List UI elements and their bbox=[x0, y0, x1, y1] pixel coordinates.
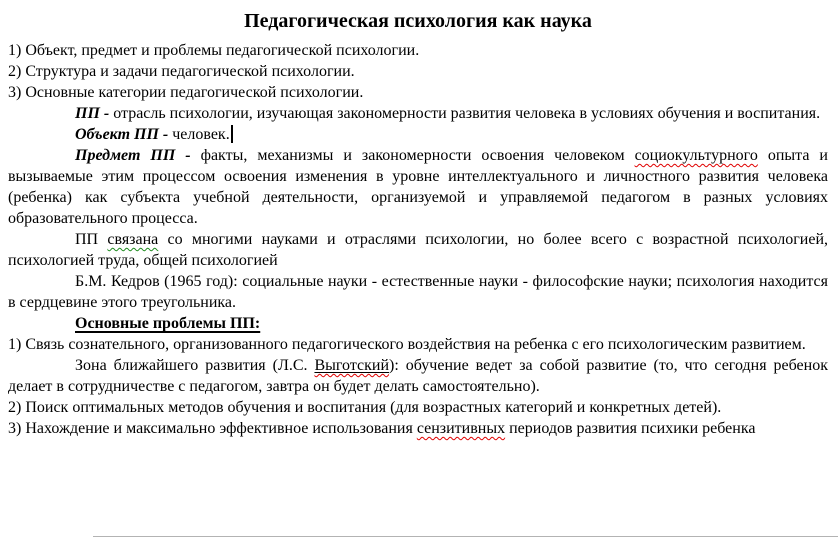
zpd-text-start: Зона ближайшего развития (Л.С. bbox=[75, 357, 315, 374]
term-pp: ПП - bbox=[75, 105, 110, 122]
agenda-item-3: 3) Основные категории педагогической психологии. bbox=[8, 84, 364, 101]
paragraph-pp-relations bbox=[8, 229, 828, 271]
page-bottom-gridline bbox=[93, 536, 838, 537]
pp-definition-text: отрасль психологии, изучающая закономерности развития человека в условиях обучения и воспитания. bbox=[109, 105, 821, 122]
paragraph-problem-3 bbox=[8, 418, 828, 439]
agenda-item-2: 2) Структура и задачи педагогической психологии. bbox=[8, 63, 355, 80]
problems-heading-row bbox=[8, 313, 828, 334]
term-subject-pp: Предмет ПП - bbox=[75, 147, 191, 164]
paragraph-problem-1: 1) Связь сознательного, организованного педагогического воздействия на ребенка с его психологическим развитием. bbox=[8, 336, 806, 353]
text-cursor bbox=[231, 125, 233, 143]
term-object-pp: Объект ПП - bbox=[75, 126, 169, 143]
relations-text-end: со многими науками и отраслями психологии, но более всего с возрастной психологией, психологией труда, общей психологией bbox=[8, 231, 829, 269]
grammar-flagged-word: связана bbox=[107, 231, 159, 248]
subject-pp-text-end: опыта и вызываемые этим процессом освоения изменения в уровне интеллектуального и личностного развития человека (ребенка) как субъекта учебной деятельности, организуемой и управляемой педагогом в разных условиях образовательного процесса. bbox=[8, 147, 828, 227]
problem-3-text-end: периодов развития психики ребенка bbox=[505, 420, 756, 437]
zpd-text-end: ): обучение ведет за собой развитие (то, что сегодня ребенок делает в сотрудничестве с педагогом, завтра он будет делать самостоятельно). bbox=[8, 357, 828, 395]
document-title: Педагогическая психология как наука bbox=[244, 10, 592, 32]
object-pp-text: человек. bbox=[168, 126, 230, 143]
misspelled-word-sociocultural: социокультурного bbox=[634, 147, 758, 164]
problem-3-text-start: 3) Нахождение и максимально эффективное использования bbox=[8, 420, 417, 437]
underlined-name-vygotsky bbox=[314, 357, 389, 374]
paragraph-kedrov: Б.М. Кедров (1965 год): социальные науки - естественные науки - философские науки; психология находится в сердцевине этого треугольника. bbox=[8, 273, 828, 311]
paragraph-pp-definition bbox=[8, 103, 828, 124]
misspelled-word-vygotsky: Выготский bbox=[314, 357, 390, 374]
paragraph-object-pp bbox=[8, 124, 828, 145]
relations-text-start: ПП bbox=[75, 231, 108, 248]
misspelled-word-sensitive: сензитивных bbox=[416, 420, 506, 437]
problems-heading: Основные проблемы ПП: bbox=[75, 315, 261, 332]
agenda-item-1: 1) Объект, предмет и проблемы педагогической психологии. bbox=[8, 42, 420, 59]
paragraph-zpd bbox=[8, 355, 828, 397]
paragraph-problem-2: 2) Поиск оптимальных методов обучения и воспитания (для возрастных категорий и конкретных детей). bbox=[8, 399, 722, 416]
paragraph-subject-pp bbox=[8, 145, 828, 229]
subject-pp-text-start: факты, механизмы и закономерности освоения человеком bbox=[190, 147, 635, 164]
